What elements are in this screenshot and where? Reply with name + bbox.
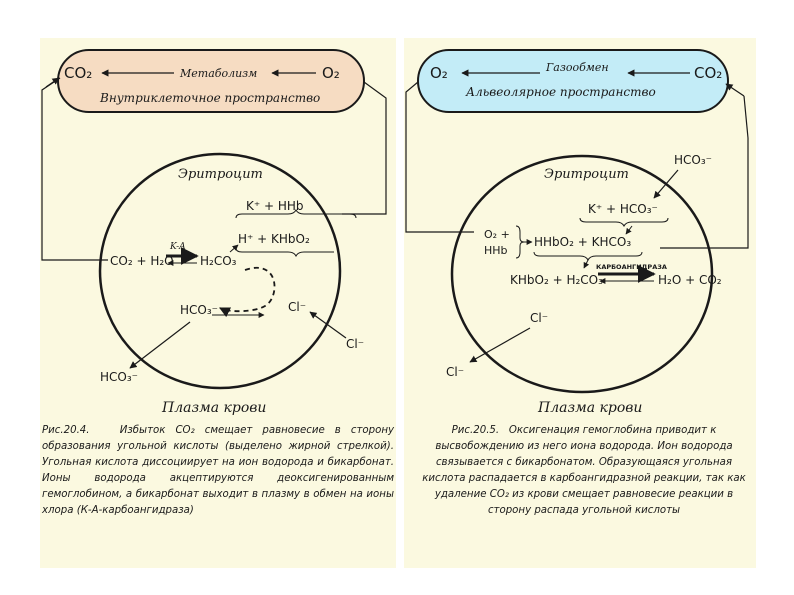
figure-20-5-caption [418,423,750,519]
co2-h2o-label: CO₂ + H₂O [110,254,174,268]
plasma-label: Плазма крови [538,400,643,416]
cl-outside-label: Cl⁻ [346,337,365,351]
caption-figure-number: Рис.20.4. [42,425,90,436]
reactant-brace [516,226,524,258]
ka-enzyme-label: K-A [170,242,186,252]
cl-inflow-arrow [310,312,346,338]
alveolar-capsule [418,50,728,112]
figure-20-4-panel [40,38,396,568]
metabolism-label: Метаболизм [180,67,258,80]
hco3-inside-label: HCO₃⁻ [180,303,218,317]
carbonic-anhydrase-label: КАРБОАНГИДРАЗА [596,263,667,271]
gas-exchange-label: Газообмен [546,61,609,74]
k-hco3-label: K⁺ + HCO₃⁻ [588,202,658,216]
co2-path-upper [744,96,748,138]
k-hhb-label: K⁺ + HHb [246,199,304,213]
khbo2-h2co3-label: KHbO₂ + H₂CO₃ [510,273,603,287]
brace-bottom [236,248,334,256]
hco3-outside-label: HCO₃⁻ [100,370,138,384]
capsule-o2-label: O₂ [322,64,340,82]
figure-20-5-panel [404,38,756,568]
to-khbo2-arrow [584,260,588,268]
caption-figure-number: Рис.20.5. [451,425,500,436]
plasma-label: Плазма крови [162,400,267,416]
hco3-inflow-arrow [654,170,678,198]
co2-path-arrowhead [726,84,744,96]
capsule-co2-label: CO₂ [64,64,93,82]
hhbo2-khco3-label: HHbO₂ + KHCO₃ [534,235,632,249]
o2-plus-label: O₂ + [484,228,510,241]
figure-20-4-diagram [40,38,396,418]
h2co3-label: H₂CO₃ [200,254,237,268]
hco3-outflow-arrow [130,322,190,368]
dissociation-dashed-arrow [220,268,275,311]
capsule-o2-label: O₂ [430,64,448,82]
h2o-co2-label: H₂O + CO₂ [658,273,722,287]
cl-outside-label: Cl⁻ [446,365,465,379]
alveolar-space-label: Альвеолярное пространство [466,85,656,99]
brace-k-hco3 [580,218,668,226]
capsule-co2-label: CO₂ [694,64,723,82]
erythrocyte-circle [100,154,340,388]
hco3-outside-label: HCO₃⁻ [674,153,712,167]
hhbo2-brace [534,252,642,260]
caption-text: Оксигенация гемоглобина приводит к высвобождению из него иона водорода. Ион водорода связывается с бикарбонатом. Образующаяся угольная кислота распадается в карбоангидразной реакции, так как удаление CO₂ из крови смещает равновесие реакции в сторону распада угольной кислоты [422,425,746,516]
hhb-label: HHb [484,244,508,257]
k-hco3-to-khco3-arrow [626,226,632,234]
erythrocyte-label: Эритроцит [544,167,629,182]
h-khbo2-label: H⁺ + KHbO₂ [238,232,310,246]
figure-20-5-diagram [404,38,756,418]
cl-inside-label: Cl⁻ [288,300,307,314]
caption-text: Избыток CO₂ смещает равновесие в сторону образования угольной кислоты (выделено жирной стрелкой). Угольная кислота диссоциирует на ион водорода и бикарбонат. Ионы водорода акцептируются деоксигенированным гемоглобином, а бикарбонат выходит в плазму в обмен на ионы хлора (К-А-карбоангидраза) [42,425,395,516]
intracellular-space-label: Внутриклеточное пространство [100,91,321,105]
erythrocyte-label: Эритроцит [178,167,263,182]
cl-inside-label: Cl⁻ [530,311,549,325]
figure-20-4-caption [42,423,394,519]
